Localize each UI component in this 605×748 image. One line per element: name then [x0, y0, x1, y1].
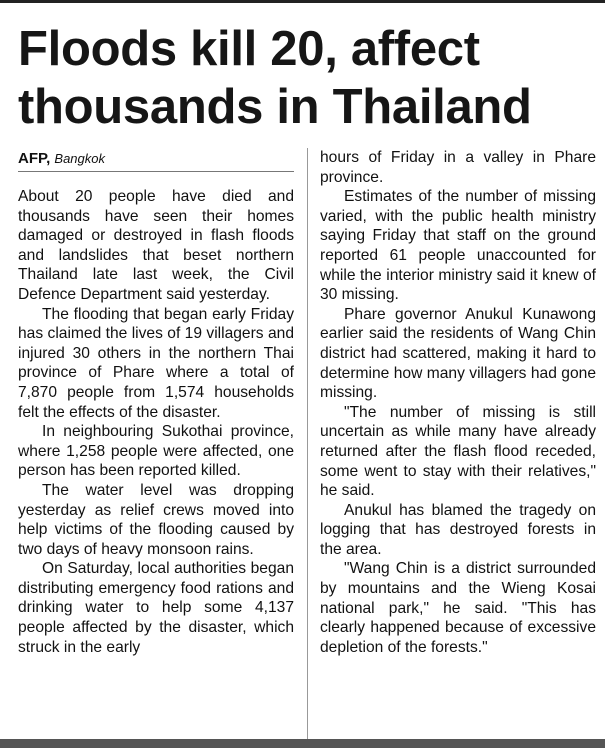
- paragraph: "Wang Chin is a district surrounded by mountains and the Wieng Kosai national park," he said. "This has clearly happened because of excessive depletion of the forests.": [320, 560, 596, 656]
- top-rule: [0, 0, 605, 3]
- bottom-rule: [0, 739, 605, 748]
- paragraph: Phare governor Anukul Kunawong earlier said the residents of Wang Chin district had scattered, making it hard to determine how many villagers had gone missing.: [320, 305, 596, 402]
- byline-agency: AFP,: [18, 150, 51, 167]
- paragraph: In neighbouring Sukothai province, where 1,258 people were affected, one person has been reported killed.: [18, 423, 294, 480]
- article-column-left: [18, 187, 294, 657]
- paragraph: "The number of missing is still uncertain as while many have already returned after the flash flood receded, some went to stay with their relatives," he said.: [320, 403, 596, 500]
- byline-place: Bangkok: [54, 151, 105, 166]
- article-column-right: [320, 148, 596, 657]
- paragraph: Anukul has blamed the tragedy on logging that has destroyed forests in the area.: [320, 501, 596, 558]
- headline: Floods kill 20, affect thousands in Thailand: [18, 22, 532, 134]
- column-divider: [307, 148, 308, 740]
- paragraph-continuation: hours of Friday in a valley in Phare province.: [320, 149, 596, 186]
- paragraph: The flooding that began early Friday has claimed the lives of 19 villagers and injured 30 others in the northern Thai province of Phare where a total of 7,870 people from 1,574 households felt the effects of the disaster.: [18, 305, 294, 421]
- paragraph: Estimates of the number of missing varied, with the public health ministry saying Friday that staff on the ground reported 61 people unaccounted for while the interior ministry said it knew of 30 missing.: [320, 188, 596, 304]
- paragraph: About 20 people have died and thousands have seen their homes damaged or destroyed in flash floods and landslides that beset northern Thailand late last week, the Civil Defence Department said yesterday.: [18, 188, 294, 303]
- paragraph: The water level was dropping yesterday as relief crews moved into help victims of the flooding caused by two days of heavy monsoon rains.: [18, 481, 294, 558]
- paragraph: On Saturday, local authorities began distributing emergency food rations and drinking water to help some 4,137 people affected by the disaster, which struck in the early: [18, 560, 294, 656]
- byline-divider: [18, 171, 294, 172]
- byline: [18, 150, 105, 168]
